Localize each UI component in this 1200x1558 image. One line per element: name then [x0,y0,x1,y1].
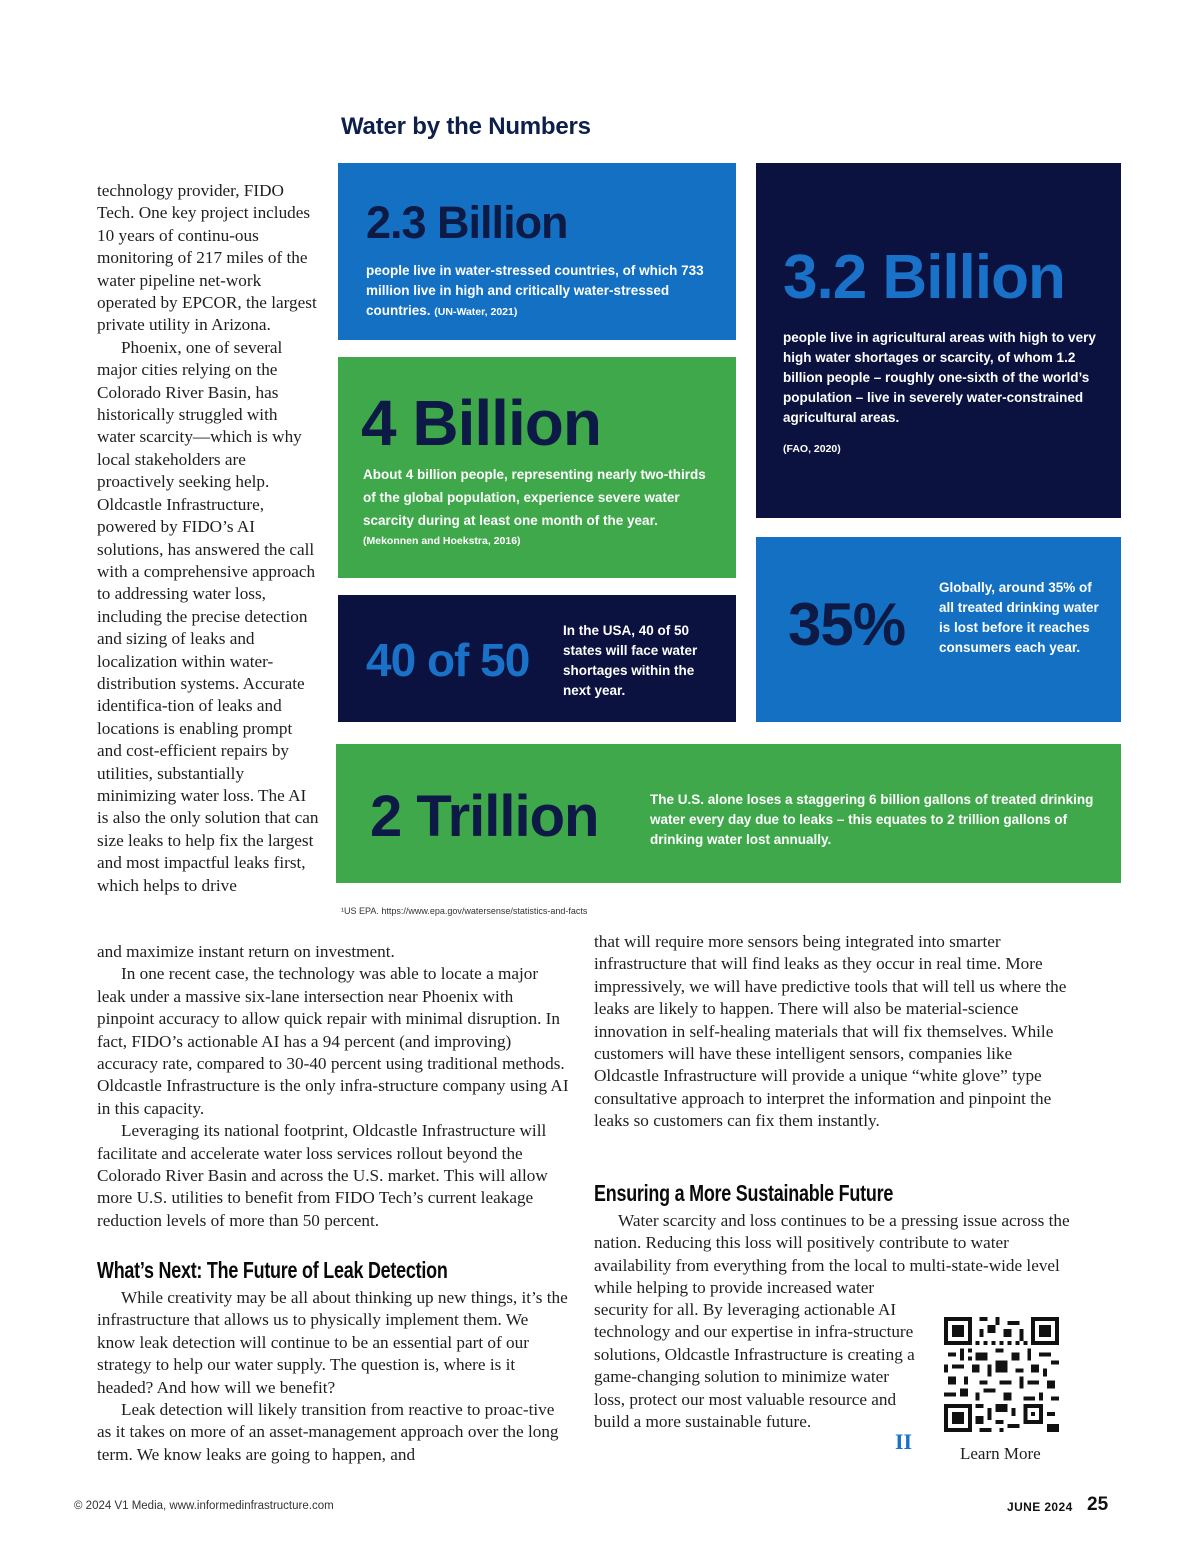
paragraph: that will require more sensors being integrated into smarter infrastructure that will find leaks as they occur in real time. More impressively, we will have predictive tools that will tell us where the leaks are likely to happen. There will also be material-science innovation in self-healing materials that will fix themselves. While customers will have these intelligent sensors, companies like Oldcastle Infrastructure will provide a unique “white glove” type consultative approach to interpret the information and pinpoint the leaks so customers can fix them instantly. [594,932,1067,1131]
stat-box-2-trillion [336,744,1121,883]
heading-sustainable-future: Ensuring a More Sustainable Future [594,1180,894,1206]
paragraph: Phoenix, one of several major cities relying on the Colorado River Basin, has historically struggled with water scarcity—which is why local stakeholders are proactively seeking help. Oldcastle Infrastructure, powered by FIDO’s AI solutions, has answered the call with a comprehensive approach to addressing water loss, including the precise detection and sizing of leaks and localization within water-distribution systems. Accurate identifica-tion of leaks and locations is enabling prompt and cost-efficient repairs by utilities, substantially minimizing water loss. The AI is also the only solution that can size leaks to help fix the largest and most impactful leaks first, which helps to drive [97,337,319,895]
stat-box-3-2-billion [756,163,1121,518]
stat-source: (Mekonnen and Hoekstra, 2016) [363,535,521,547]
whats-next-body [97,1287,569,1466]
paragraph: In one recent case, the technology was able to locate a major leak under a massive six-lane intersection near Phoenix with pinpoint accuracy to allow quick repair with minimal disruption. In fact, FIDO’s actionable AI has a 94 percent (and improving) accuracy rate, compared to 30-40 percent using traditional methods. Oldcastle Infrastructure is the only infra-structure company using AI in this capacity. [97,964,569,1118]
qr-caption: Learn More [960,1444,1041,1463]
article-narrow-column [97,180,319,897]
qr-code-icon[interactable] [944,1317,1059,1432]
stat-description: people live in agricultural areas with high to very high water shortages or scarcity, of whom 1.2 billion people – roughly one-sixth of the world’s population – live in severely water-constrained agricultural areas. [783,330,1096,425]
paragraph: and maximize instant return on investment. [97,942,395,961]
article-right-column [594,931,1072,1133]
stat-description: In the USA, 40 of 50 states will face water shortages within the next year. [563,623,698,698]
stat-figure: 40 of 50 [366,634,530,686]
stat-figure: 4 Billion [361,387,601,459]
stat-source: (FAO, 2020) [783,443,841,455]
stat-description: The U.S. alone loses a staggering 6 billion gallons of treated drinking water every day due to leaks – this equates to 2 trillion gallons of drinking water lost annually. [650,792,1094,847]
sustainable-future-body-cont [594,1299,924,1433]
stat-figure: 35% [788,591,906,658]
paragraph: security for all. By leveraging actionable AI technology and our expertise in infra-structure solutions, Oldcastle Infrastructure is creating a game-changing solution to minimize water loss, protect our most valuable resource and build a more sustainable future. [594,1300,915,1432]
paragraph: Leak detection will likely transition from reactive to proac-tive as it takes on more of an asset-management approach over the long term. We know leaks are going to happen, and [97,1400,559,1464]
sidebar-title: Water by the Numbers [341,113,591,140]
stat-box-4-billion [338,357,736,578]
page-number: 25 [1087,1494,1109,1515]
sidebar-footnote: ¹US EPA. https://www.epa.gov/watersense/statistics-and-facts [341,906,588,916]
stat-source: (UN-Water, 2021) [434,306,518,318]
paragraph: Leveraging its national footprint, Oldcastle Infrastructure will facilitate and accelerate water loss services rollout beyond the Colorado River Basin and across the U.S. market. This will allow more U.S. utilities to benefit from FIDO Tech’s current leakage reduction levels of more than 50 percent. [97,1121,548,1230]
stat-text: people live in water-stressed countries, of which 733 million live in high and critically water-stressed countries. [366,263,704,318]
article-left-column [97,941,569,1232]
stat-description: Globally, around 35% of all treated drinking water is lost before it reaches consumers each year. [939,580,1099,655]
end-mark-icon: II [895,1429,913,1454]
stat-box-35-percent [756,537,1121,722]
stat-figure: 2 Trillion [370,784,599,849]
footer-issue-date: JUNE 2024 [1007,1500,1073,1514]
stat-box-40-of-50 [338,595,736,722]
footer-copyright: © 2024 V1 Media, www.informedinfrastructure.com [74,1500,334,1512]
stat-description [366,261,716,322]
stat-figure: 3.2 Billion [783,243,1065,312]
stat-description: About 4 billion people, representing nearly two-thirds of the global population, experience severe water scarcity during at least one month of the year. [363,467,706,528]
paragraph: Water scarcity and loss continues to be a pressing issue across the nation. Reducing this loss will positively contribute to water availability from everything from the local to multi-state-wide level while helping to provide increased water [594,1211,1070,1298]
heading-whats-next: What’s Next: The Future of Leak Detection [97,1257,448,1283]
stat-box-2-3-billion [338,163,736,340]
paragraph: technology provider, FIDO Tech. One key project includes 10 years of continu-ous monitoring of 217 miles of the water pipeline net-work operated by EPCOR, the largest private utility in Arizona. [97,181,317,335]
paragraph: While creativity may be all about thinking up new things, it’s the infrastructure that allows us to physically implement them. We know leak detection will continue to be an essential part of our strategy to help our water supply. The question is, where is it headed? And how will we benefit? [97,1288,568,1397]
sustainable-future-body [594,1210,1072,1300]
stat-figure: 2.3 Billion [366,197,568,248]
